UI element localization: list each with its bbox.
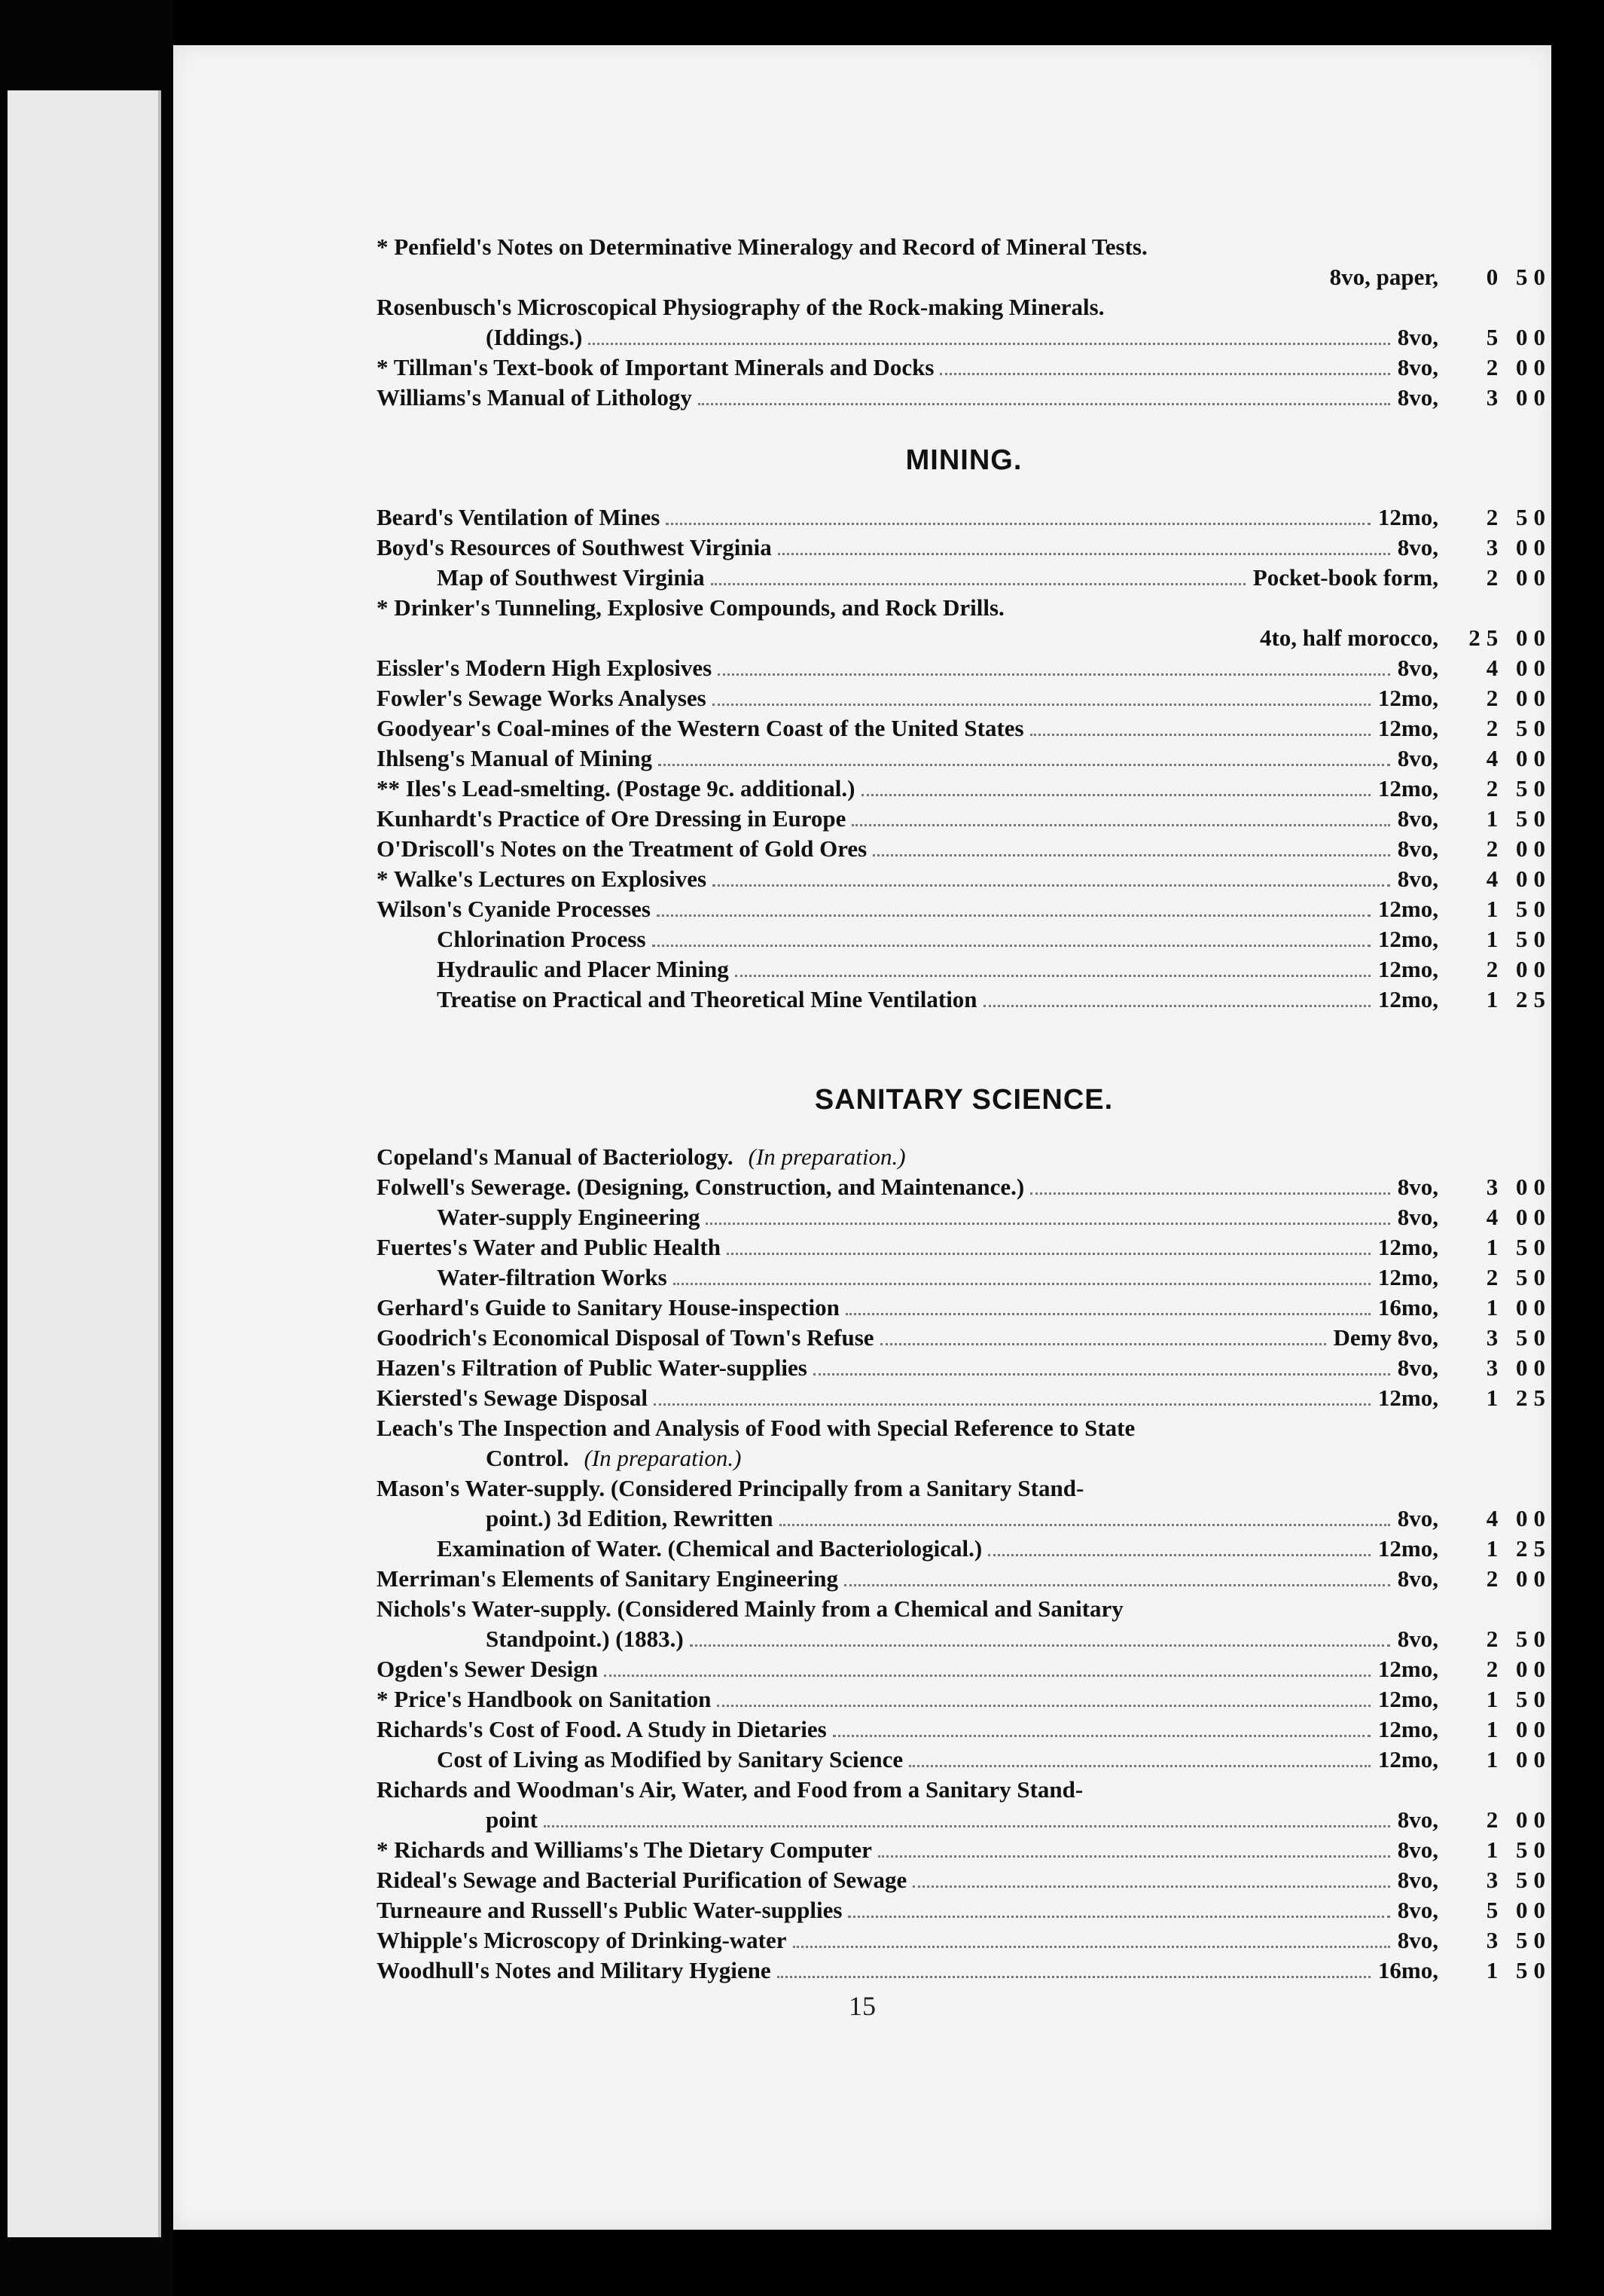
catalog-entry: [377, 1927, 1551, 1957]
catalog-entry-continuation: [377, 324, 1551, 354]
leader-dots: [604, 1675, 1371, 1677]
entry-format: 8vo,: [1397, 384, 1438, 411]
catalog-entry: [377, 685, 1551, 715]
leader-dots: [988, 1554, 1371, 1556]
catalog-entry: [377, 504, 1551, 534]
entry-title: Williams's Manual of Lithology: [377, 384, 692, 411]
entry-format: 12mo,: [1377, 986, 1438, 1012]
facing-page-edge: [8, 90, 161, 2237]
entry-price: 1 50: [1486, 1234, 1551, 1260]
entry-title: Water-supply Engineering: [437, 1204, 700, 1230]
leader-dots: [880, 1343, 1326, 1345]
catalog-entry: [377, 1716, 1551, 1746]
page-number: 15: [849, 1991, 876, 2021]
catalog-entry: [377, 655, 1551, 685]
entry-price: 2 00: [1486, 1806, 1551, 1833]
entry-format: 12mo,: [1377, 1746, 1438, 1772]
entry-format: 8vo,: [1397, 866, 1438, 892]
entry-price: 1 50: [1486, 1957, 1551, 1983]
catalog-entry: [377, 866, 1551, 896]
catalog-entry: [377, 1475, 1551, 1505]
catalog-entry: [377, 1897, 1551, 1927]
section-gap: [377, 1016, 1551, 1054]
entry-format: 12mo,: [1377, 775, 1438, 801]
entry-format: 8vo,: [1397, 1354, 1438, 1381]
entry-price: 1 00: [1486, 1294, 1551, 1321]
catalog-entry: [377, 1867, 1551, 1897]
entry-price: 1 25: [1486, 986, 1551, 1012]
entry-price: 1 50: [1486, 1836, 1551, 1863]
entry-format: 8vo,: [1397, 324, 1438, 350]
catalog-entry: [377, 926, 1551, 956]
leader-dots: [844, 1584, 1390, 1586]
leader-dots: [909, 1765, 1371, 1767]
entry-price: 2 00: [1486, 1656, 1551, 1682]
catalog-entry: [377, 1204, 1551, 1234]
entry-format: Demy 8vo,: [1333, 1324, 1438, 1351]
entry-format: 8vo,: [1397, 805, 1438, 832]
entry-title: Gerhard's Guide to Sanitary House-inspection: [377, 1294, 840, 1321]
leader-dots: [735, 975, 1371, 977]
entry-price: 5 00: [1486, 324, 1551, 350]
entry-price: 1 00: [1486, 1746, 1551, 1772]
entry-title-continued: point: [486, 1806, 538, 1833]
entry-title: Chlorination Process: [437, 926, 646, 952]
entry-title: Examination of Water. (Chemical and Bacteriological.): [437, 1535, 983, 1562]
entry-price: 3 00: [1486, 534, 1551, 560]
entry-title: * Richards and Williams's The Dietary Computer: [377, 1836, 872, 1863]
leader-dots: [1030, 1192, 1390, 1195]
entry-title: Kiersted's Sewage Disposal: [377, 1385, 648, 1411]
entry-price: 1 50: [1486, 1686, 1551, 1712]
catalog-entry: [377, 1836, 1551, 1867]
section-heading-mining: MINING.: [905, 444, 1023, 476]
catalog-entry: [377, 1957, 1551, 1987]
entry-title: Goodyear's Coal-mines of the Western Coast of the United States: [377, 715, 1024, 741]
entry-format: 8vo,: [1397, 1565, 1438, 1592]
catalog-entry-continuation: [377, 1505, 1551, 1535]
entry-title: Water-filtration Works: [437, 1264, 667, 1290]
entry-price: 4 00: [1486, 655, 1551, 681]
catalog-entry: [377, 1535, 1551, 1565]
entry-format: 16mo,: [1377, 1957, 1438, 1983]
catalog-entry: [377, 564, 1551, 594]
entry-format: 12mo,: [1377, 685, 1438, 711]
entry-format: 12mo,: [1377, 1264, 1438, 1290]
entry-price: 0 50: [1486, 264, 1551, 290]
entry-price: 2 00: [1486, 685, 1551, 711]
catalog-entry: [377, 1324, 1551, 1354]
entry-format: 8vo,: [1397, 1806, 1438, 1833]
entry-price: 1 50: [1486, 805, 1551, 832]
section-heading-sanitary-science: SANITARY SCIENCE.: [814, 1084, 1114, 1116]
catalog-entry: [377, 1746, 1551, 1776]
catalog-entry: [377, 354, 1551, 384]
catalog-entry: [377, 1354, 1551, 1385]
leader-dots: [913, 1885, 1389, 1888]
entry-price: 5 00: [1486, 1897, 1551, 1923]
entry-title: Hazen's Filtration of Public Water-supplies: [377, 1354, 807, 1381]
leader-dots: [711, 583, 1246, 585]
entry-price: 4 00: [1486, 866, 1551, 892]
leader-dots: [690, 1644, 1390, 1647]
entry-title: * Price's Handbook on Sanitation: [377, 1686, 712, 1712]
catalog-entry: [377, 1776, 1551, 1806]
entry-title: Merriman's Elements of Sanitary Engineering: [377, 1565, 839, 1592]
entry-title: Eissler's Modern High Explosives: [377, 655, 712, 681]
catalog-entry: [377, 1143, 1551, 1174]
entry-price: 3 00: [1486, 1354, 1551, 1381]
entry-format: 8vo,: [1397, 1927, 1438, 1953]
entry-title: Hydraulic and Placer Mining: [437, 956, 729, 982]
entry-format: 12mo,: [1377, 896, 1438, 922]
entry-title: ** Iles's Lead-smelting. (Postage 9c. additional.): [377, 775, 855, 801]
entry-title: Whipple's Microscopy of Drinking-water: [377, 1927, 787, 1953]
entry-format: 8vo,: [1397, 655, 1438, 681]
entry-title-continued: Control.: [486, 1445, 569, 1471]
entry-title: Turneaure and Russell's Public Water-supplies: [377, 1897, 843, 1923]
leader-dots: [588, 343, 1389, 345]
leader-dots: [777, 1976, 1371, 1978]
entry-format: 8vo,: [1397, 835, 1438, 862]
entry-price: 2 00: [1486, 835, 1551, 862]
entry-title: Fowler's Sewage Works Analyses: [377, 685, 706, 711]
leader-dots: [833, 1735, 1371, 1737]
entry-title: Copeland's Manual of Bacteriology.: [377, 1143, 733, 1170]
entry-format: 12mo,: [1377, 956, 1438, 982]
entry-title: Goodrich's Economical Disposal of Town's Refuse: [377, 1324, 874, 1351]
catalog-page: [173, 45, 1551, 2230]
catalog-entry-continuation: [377, 1626, 1551, 1656]
catalog-entry: [377, 384, 1551, 414]
catalog-content: [377, 234, 1551, 1987]
entry-price: 25 00: [1468, 624, 1551, 651]
entry-price: 1 25: [1486, 1535, 1551, 1562]
entry-format: 8vo,: [1397, 745, 1438, 771]
leader-dots: [717, 1705, 1371, 1707]
catalog-entry: [377, 1385, 1551, 1415]
leader-dots: [652, 945, 1371, 947]
entry-title: Boyd's Resources of Southwest Virginia: [377, 534, 772, 560]
entry-format: 8vo,: [1397, 534, 1438, 560]
leader-dots: [846, 1313, 1371, 1315]
leader-dots: [666, 523, 1371, 525]
catalog-entry: [377, 896, 1551, 926]
catalog-entry: [377, 805, 1551, 835]
entry-title: Richards and Woodman's Air, Water, and Food from a Sanitary Stand-: [377, 1776, 1084, 1803]
leader-dots: [813, 1373, 1390, 1375]
catalog-entry: [377, 1174, 1551, 1204]
leader-dots: [873, 854, 1390, 856]
catalog-entry: [377, 715, 1551, 745]
catalog-entry: [377, 594, 1551, 624]
entry-title: Beard's Ventilation of Mines: [377, 504, 660, 530]
leader-dots: [778, 553, 1390, 555]
entry-price: 2 50: [1486, 715, 1551, 741]
leader-dots: [658, 764, 1390, 766]
entry-price: 4 00: [1486, 745, 1551, 771]
entry-price: 4 00: [1486, 1204, 1551, 1230]
entry-format: 12mo,: [1377, 1686, 1438, 1712]
entry-price: 3 50: [1486, 1867, 1551, 1893]
leader-dots: [712, 704, 1371, 706]
catalog-entry: [377, 956, 1551, 986]
entry-format: 12mo,: [1377, 715, 1438, 741]
leader-dots: [657, 914, 1371, 917]
catalog-entry: [377, 1595, 1551, 1626]
catalog-entry: [377, 986, 1551, 1016]
leader-dots: [878, 1855, 1390, 1858]
entry-format: 8vo,: [1397, 1626, 1438, 1652]
catalog-entry-continuation: [377, 1806, 1551, 1836]
entry-format: 8vo,: [1397, 1505, 1438, 1531]
catalog-entry: [377, 745, 1551, 775]
catalog-entry: [377, 1294, 1551, 1324]
catalog-entry: [377, 1565, 1551, 1595]
entry-title: Cost of Living as Modified by Sanitary Science: [437, 1746, 904, 1772]
entry-format: 8vo,: [1397, 1174, 1438, 1200]
leader-dots: [848, 1916, 1389, 1918]
entry-title: * Walke's Lectures on Explosives: [377, 866, 707, 892]
entry-format: 4to, half morocco,: [1259, 624, 1438, 651]
leader-dots: [706, 1223, 1389, 1225]
entry-price: 2 00: [1486, 354, 1551, 380]
entry-price: 2 50: [1486, 775, 1551, 801]
entry-price: 1 25: [1486, 1385, 1551, 1411]
entry-title: Leach's The Inspection and Analysis of Food with Special Reference to State: [377, 1415, 1136, 1441]
entry-price: 2 00: [1486, 1565, 1551, 1592]
catalog-entry: [377, 1415, 1551, 1445]
entry-note: (In preparation.): [748, 1143, 906, 1170]
entry-format: 8vo, paper,: [1329, 264, 1438, 290]
entry-price: 2 50: [1486, 1626, 1551, 1652]
entry-format: 8vo,: [1397, 354, 1438, 380]
entry-title: Map of Southwest Virginia: [437, 564, 705, 591]
leader-dots: [779, 1524, 1390, 1526]
entry-title-continued: (Iddings.): [486, 324, 583, 350]
entry-price: 3 50: [1486, 1324, 1551, 1351]
entry-price: 2 00: [1486, 956, 1551, 982]
entry-format: 8vo,: [1397, 1836, 1438, 1863]
leader-dots: [1030, 734, 1371, 736]
leader-dots: [698, 403, 1390, 405]
entry-format: 12mo,: [1377, 1535, 1438, 1562]
entry-price: 1 00: [1486, 1716, 1551, 1742]
entry-price: 3 50: [1486, 1927, 1551, 1953]
leader-dots: [727, 1253, 1371, 1255]
entry-title: Mason's Water-supply. (Considered Principally from a Sanitary Stand-: [377, 1475, 1084, 1501]
entry-title: * Drinker's Tunneling, Explosive Compounds, and Rock Drills.: [377, 594, 1005, 621]
leader-dots: [793, 1946, 1390, 1948]
leader-dots: [861, 794, 1371, 796]
entry-price: 4 00: [1486, 1505, 1551, 1531]
leader-dots: [654, 1403, 1371, 1406]
entry-note: (In preparation.): [584, 1445, 742, 1471]
catalog-entry-continuation: [377, 1445, 1551, 1475]
entry-format: 12mo,: [1377, 1716, 1438, 1742]
entry-title: Ihlseng's Manual of Mining: [377, 745, 653, 771]
entry-format: 8vo,: [1397, 1204, 1438, 1230]
leader-dots: [712, 884, 1390, 887]
entry-title: Rideal's Sewage and Bacterial Purification of Sewage: [377, 1867, 907, 1893]
catalog-entry-continuation: [377, 264, 1551, 294]
entry-format: 12mo,: [1377, 1385, 1438, 1411]
catalog-entry: [377, 1656, 1551, 1686]
entry-title: * Penfield's Notes on Determinative Mineralogy and Record of Mineral Tests.: [377, 234, 1148, 260]
entry-format: 12mo,: [1377, 926, 1438, 952]
entry-title: Ogden's Sewer Design: [377, 1656, 598, 1682]
leader-dots: [544, 1825, 1390, 1827]
entry-title: Fuertes's Water and Public Health: [377, 1234, 721, 1260]
catalog-entry: [377, 294, 1551, 324]
entry-title: Folwell's Sewerage. (Designing, Construction, and Maintenance.): [377, 1174, 1025, 1200]
leader-dots: [983, 1005, 1371, 1007]
entry-title: Woodhull's Notes and Military Hygiene: [377, 1957, 771, 1983]
catalog-entry: [377, 1234, 1551, 1264]
entry-title-continued: Standpoint.) (1883.): [486, 1626, 684, 1652]
entry-title: Richards's Cost of Food. A Study in Dietaries: [377, 1716, 827, 1742]
entry-price: 2 50: [1486, 1264, 1551, 1290]
entry-title: * Tillman's Text-book of Important Minerals and Docks: [377, 354, 935, 380]
entry-price: 3 00: [1486, 384, 1551, 411]
entry-title: Treatise on Practical and Theoretical Mine Ventilation: [437, 986, 977, 1012]
leader-dots: [673, 1283, 1371, 1285]
catalog-entry: [377, 1686, 1551, 1716]
entry-format: 8vo,: [1397, 1867, 1438, 1893]
entry-format: 16mo,: [1377, 1294, 1438, 1321]
leader-dots: [940, 373, 1389, 375]
catalog-entry: [377, 1264, 1551, 1294]
entry-format: 12mo,: [1377, 504, 1438, 530]
leader-dots: [852, 824, 1389, 826]
entry-price: 3 00: [1486, 1174, 1551, 1200]
catalog-entry: [377, 534, 1551, 564]
entry-price: 1 50: [1486, 926, 1551, 952]
entry-format: 8vo,: [1397, 1897, 1438, 1923]
entry-title-continued: point.) 3d Edition, Rewritten: [486, 1505, 773, 1531]
entry-title: O'Driscoll's Notes on the Treatment of Gold Ores: [377, 835, 868, 862]
entry-price: 1 50: [1486, 896, 1551, 922]
catalog-entry: [377, 835, 1551, 866]
entry-title: Kunhardt's Practice of Ore Dressing in Europe: [377, 805, 846, 832]
entry-format: 12mo,: [1377, 1656, 1438, 1682]
entry-title: Wilson's Cyanide Processes: [377, 896, 651, 922]
entry-format: 12mo,: [1377, 1234, 1438, 1260]
catalog-entry: [377, 234, 1551, 264]
entry-format: Pocket-book form,: [1252, 564, 1438, 591]
entry-title: Nichols's Water-supply. (Considered Mainly from a Chemical and Sanitary: [377, 1595, 1124, 1622]
catalog-entry: [377, 775, 1551, 805]
leader-dots: [718, 673, 1390, 676]
entry-price: 2 00: [1486, 564, 1551, 591]
entry-price: 2 50: [1486, 504, 1551, 530]
entry-title: Rosenbusch's Microscopical Physiography of the Rock-making Minerals.: [377, 294, 1105, 320]
catalog-entry-continuation: [377, 624, 1551, 655]
